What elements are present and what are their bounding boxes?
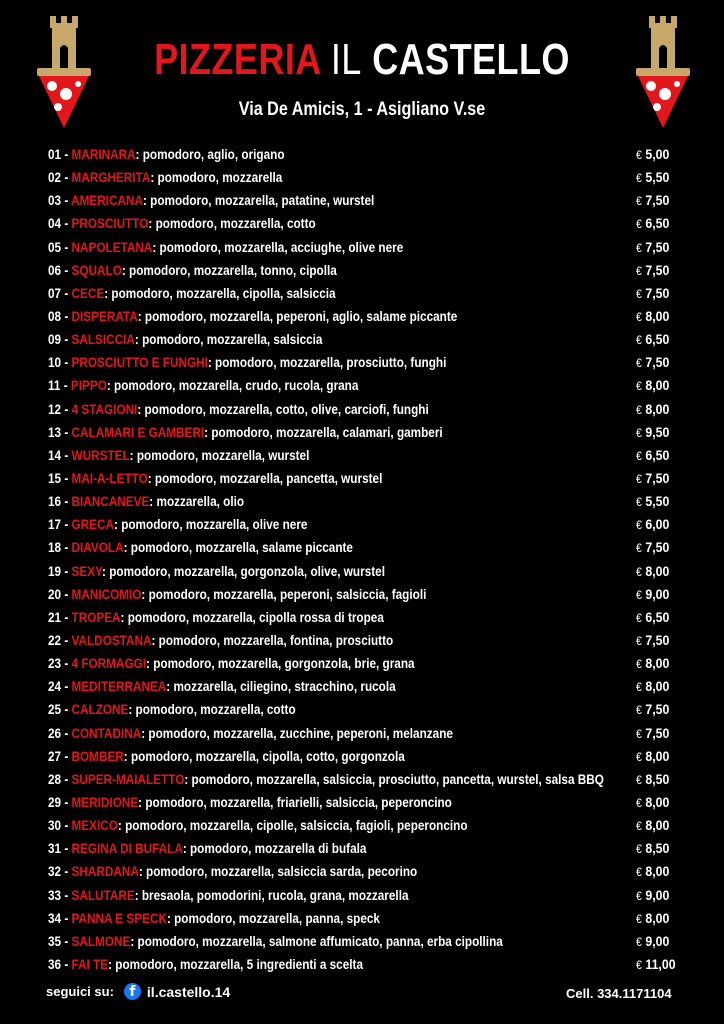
menu-item <box>48 513 688 536</box>
currency-symbol: € <box>636 448 642 463</box>
menu-item-ingredients: : pomodoro, mozzarella, cipolla, cotto, gorgonzola <box>123 747 405 764</box>
menu-item-price-value: 9,00 <box>645 932 670 949</box>
currency-symbol: € <box>636 795 642 810</box>
menu-item-price <box>636 305 669 329</box>
menu-item-price-value: 11,00 <box>645 955 676 972</box>
menu-item <box>48 421 688 444</box>
menu-item-name: 4 FORMAGGI <box>71 655 147 672</box>
menu-item-ingredients: : pomodoro, aglio, origano <box>135 146 285 162</box>
menu-item <box>48 930 688 953</box>
menu-item-price-value: 5,00 <box>645 146 670 162</box>
menu-item-number: 17 - <box>48 516 72 533</box>
menu-item-price <box>636 768 669 792</box>
menu-item-price <box>636 490 669 514</box>
menu-item-ingredients: : pomodoro, mozzarella, acciughe, olive nere <box>152 238 404 255</box>
menu-item-number: 25 - <box>48 701 72 718</box>
menu-item-name: REGINA DI BUFALA <box>71 840 183 857</box>
menu-item-ingredients: : pomodoro, mozzarella, cotto <box>148 215 316 232</box>
menu-item-price <box>636 259 669 283</box>
menu-item-price <box>636 698 669 722</box>
title-castello: CASTELLO <box>372 35 570 84</box>
menu-item-name: CECE <box>71 284 105 301</box>
address: Via De Amicis, 1 - Asigliano V.se <box>238 99 486 120</box>
menu-item-price <box>636 860 669 884</box>
menu-item-number: 03 - <box>48 192 72 209</box>
menu-item-description <box>48 444 309 467</box>
menu-item-number: 18 - <box>48 539 72 556</box>
menu-item-number: 31 - <box>48 840 72 857</box>
menu-item-price-value: 5,50 <box>645 169 670 186</box>
menu-item-ingredients: : pomodoro, mozzarella, salsiccia sarda, pecorino <box>138 863 418 880</box>
currency-symbol: € <box>636 495 642 510</box>
menu-item-price <box>636 421 669 445</box>
currency-symbol: € <box>636 309 642 324</box>
menu-item-price <box>636 907 669 931</box>
menu-item-ingredients: : bresaola, pomodorini, rucola, grana, mozzarella <box>134 886 409 903</box>
follow-label: seguici su: <box>46 984 114 999</box>
menu-item <box>48 560 688 583</box>
menu-item-price <box>636 398 669 422</box>
menu-item <box>48 328 688 351</box>
menu-item <box>48 953 688 976</box>
menu-item-name: CONTADINA <box>71 724 142 741</box>
currency-symbol: € <box>636 148 642 162</box>
menu-item-price-value: 8,00 <box>645 817 670 834</box>
currency-symbol: € <box>636 865 642 880</box>
menu-item-number: 09 - <box>48 331 72 348</box>
menu-item-price <box>636 837 669 861</box>
menu-item-price-value: 7,50 <box>645 284 670 301</box>
menu-item-price <box>636 583 669 607</box>
currency-symbol: € <box>636 772 642 787</box>
menu-item-price-value: 7,50 <box>645 192 670 209</box>
currency-symbol: € <box>636 471 642 486</box>
menu-item-number: 01 - <box>48 146 72 162</box>
menu-item-ingredients: : pomodoro, mozzarella, salsiccia <box>134 331 323 348</box>
menu-item-price-value: 8,50 <box>645 840 670 857</box>
currency-symbol: € <box>636 263 642 278</box>
menu-item-name: PROSCIUTTO <box>71 215 149 232</box>
menu-item-price <box>636 745 669 769</box>
menu-item-price-value: 9,00 <box>645 585 670 602</box>
menu-item-name: MAI-A-LETTO <box>71 469 148 486</box>
menu-item <box>48 837 688 860</box>
menu-item-price <box>636 166 669 190</box>
currency-symbol: € <box>636 888 642 903</box>
currency-symbol: € <box>636 819 642 834</box>
menu-item-description <box>48 722 453 745</box>
currency-symbol: € <box>636 749 642 764</box>
menu-item-price-value: 6,50 <box>645 608 670 625</box>
menu-item-description <box>48 930 503 953</box>
menu-item <box>48 629 688 652</box>
menu-item-price-value: 7,50 <box>645 261 670 278</box>
menu-item-name: DIAVOLA <box>71 539 124 556</box>
menu-item-description <box>48 814 468 837</box>
menu-item-name: SALSICCIA <box>71 331 135 348</box>
menu-item-name: MEDITERRANEA <box>71 678 167 695</box>
menu-item-number: 24 - <box>48 678 72 695</box>
menu-item-name: WURSTEL <box>71 446 130 463</box>
menu-item-number: 14 - <box>48 446 72 463</box>
menu-item-ingredients: : pomodoro, mozzarella, panna, speck <box>166 909 380 926</box>
menu-item-ingredients: : pomodoro, mozzarella, gorgonzola, brie, grana <box>146 655 415 672</box>
menu-item-number: 34 - <box>48 909 72 926</box>
menu-item-ingredients: : pomodoro, mozzarella, patatine, wurstel <box>142 192 375 209</box>
menu-item-description <box>48 953 363 976</box>
menu-item <box>48 745 688 768</box>
menu-item <box>48 698 688 721</box>
menu-item-ingredients: : pomodoro, mozzarella, zucchine, peperoni, melanzane <box>141 724 453 741</box>
menu-item-price <box>636 189 669 213</box>
menu-item <box>48 536 688 559</box>
currency-symbol: € <box>636 379 642 394</box>
currency-symbol: € <box>636 703 642 718</box>
menu-item-ingredients: : pomodoro, mozzarella, wurstel <box>129 446 310 463</box>
page-title <box>65 34 659 86</box>
facebook-icon[interactable]: f <box>124 983 141 1000</box>
menu-item-name: AMERICANA <box>71 192 143 209</box>
menu-item <box>48 791 688 814</box>
menu-item-name: MANICOMIO <box>71 585 142 602</box>
menu-item <box>48 722 688 745</box>
menu-item-price <box>636 236 669 260</box>
menu-item-name: CALZONE <box>71 701 129 718</box>
menu-item-price-value: 8,00 <box>645 909 670 926</box>
currency-symbol: € <box>636 657 642 672</box>
menu-item <box>48 490 688 513</box>
menu-item-ingredients: : pomodoro, mozzarella, cipolla, salsiccia <box>104 284 336 301</box>
menu-item <box>48 282 688 305</box>
menu-item-price <box>636 814 669 838</box>
currency-symbol: € <box>636 911 642 926</box>
menu-item-name: BIANCANEVE <box>71 493 150 510</box>
menu-item-number: 12 - <box>48 400 72 417</box>
menu-item-description <box>48 259 337 282</box>
menu-item-ingredients: : pomodoro, mozzarella, peperoni, salsiccia, fagioli <box>141 585 427 602</box>
menu-item-number: 11 - <box>48 377 71 394</box>
menu-item-ingredients: : pomodoro, mozzarella, salame piccante <box>123 539 353 556</box>
menu-item <box>48 768 688 791</box>
menu-item-description <box>48 629 393 652</box>
menu-item-description <box>48 467 382 490</box>
menu-item <box>48 467 688 490</box>
menu-item <box>48 166 688 189</box>
menu-item <box>48 143 688 166</box>
menu-item <box>48 259 688 282</box>
menu-item <box>48 351 688 374</box>
menu-item-price-value: 7,50 <box>645 354 670 371</box>
menu-item-ingredients: : pomodoro, mozzarella, pancetta, wurstel <box>147 469 383 486</box>
menu-item-name: SALUTARE <box>71 886 135 903</box>
menu-item-description <box>48 698 296 721</box>
currency-symbol: € <box>636 240 642 255</box>
menu-item-name: 4 STAGIONI <box>71 400 138 417</box>
menu-item-description <box>48 791 452 814</box>
menu-item-ingredients: : pomodoro, mozzarella, peperoni, aglio, salame piccante <box>137 307 458 324</box>
currency-symbol: € <box>636 842 642 857</box>
menu-item-name: GRECA <box>71 516 115 533</box>
menu-item-price-value: 9,00 <box>645 886 670 903</box>
menu-item-number: 08 - <box>48 307 72 324</box>
menu-item-name: VALDOSTANA <box>71 631 152 648</box>
menu-item-description <box>48 236 403 259</box>
menu-item-description <box>48 282 336 305</box>
menu-item <box>48 398 688 421</box>
menu-item-price-value: 7,50 <box>645 724 670 741</box>
menu-item-price-value: 8,50 <box>645 770 670 787</box>
menu-item-ingredients: : pomodoro, mozzarella, cipolla rossa di tropea <box>120 608 384 625</box>
menu-item-name: PIPPO <box>70 377 107 394</box>
currency-symbol: € <box>636 564 642 579</box>
menu-item-price-value: 7,50 <box>645 631 670 648</box>
menu-item-description <box>48 305 457 328</box>
currency-symbol: € <box>636 934 642 949</box>
menu-item-name: CALAMARI E GAMBERI <box>71 423 205 440</box>
menu-item-price <box>636 143 669 167</box>
menu-item <box>48 814 688 837</box>
currency-symbol: € <box>636 957 642 972</box>
menu-item-number: 36 - <box>48 955 72 972</box>
title-pizzeria: PIZZERIA <box>154 35 321 84</box>
menu-item-ingredients: : pomodoro, mozzarella, tonno, cipolla <box>121 261 337 278</box>
menu-item-description <box>48 837 366 860</box>
menu-item-name: PANNA E SPECK <box>71 909 167 926</box>
menu-item-price <box>636 722 669 746</box>
menu-item-price <box>636 467 669 491</box>
menu-item <box>48 374 688 397</box>
menu-item-description <box>48 513 307 536</box>
menu-item-price-value: 8,00 <box>645 747 670 764</box>
menu-item-description <box>48 606 384 629</box>
menu-item-price-value: 5,50 <box>645 493 670 510</box>
currency-symbol: € <box>636 518 642 533</box>
menu-item-description <box>48 490 244 513</box>
menu-item-price <box>636 930 669 954</box>
currency-symbol: € <box>636 333 642 348</box>
menu-item-name: MARGHERITA <box>71 169 151 186</box>
menu-item-ingredients: : pomodoro, mozzarella, olive nere <box>114 516 308 533</box>
menu-item-number: 29 - <box>48 793 72 810</box>
menu-item-number: 05 - <box>48 238 72 255</box>
currency-symbol: € <box>636 610 642 625</box>
menu-item-name: SHARDANA <box>71 863 139 880</box>
menu-item-price-value: 8,00 <box>645 400 670 417</box>
menu-item-description <box>48 560 385 583</box>
menu-item-name: SEXY <box>71 562 103 579</box>
menu-item-price <box>636 444 669 468</box>
menu-item-description <box>48 166 282 189</box>
menu-item-price-value: 8,00 <box>645 678 670 695</box>
menu-item-price-value: 8,00 <box>645 863 670 880</box>
menu-item-name: DISPERATA <box>71 307 138 324</box>
menu-item-description <box>48 884 409 907</box>
menu-item-number: 04 - <box>48 215 72 232</box>
menu-item-name: FAI TE <box>71 955 109 972</box>
menu-item-number: 07 - <box>48 284 72 301</box>
menu-item-price <box>636 652 669 676</box>
menu-item-price <box>636 560 669 584</box>
menu-item-description <box>48 583 426 606</box>
menu-item-number: 21 - <box>48 608 72 625</box>
menu-item-name: SQUALO <box>71 261 122 278</box>
menu-item-number: 33 - <box>48 886 72 903</box>
menu-item-ingredients: : pomodoro, mozzarella, salmone affumicato, panna, erba cipollina <box>130 932 503 949</box>
menu-item <box>48 884 688 907</box>
currency-symbol: € <box>636 425 642 440</box>
menu-item-number: 22 - <box>48 631 72 648</box>
menu-item <box>48 444 688 467</box>
menu-item <box>48 305 688 328</box>
menu-item-ingredients: : pomodoro, mozzarella di bufala <box>182 840 367 857</box>
menu-item-ingredients: : pomodoro, mozzarella, fontina, prosciutto <box>151 631 394 648</box>
currency-symbol: € <box>636 171 642 186</box>
menu-item-price-value: 8,00 <box>645 377 670 394</box>
menu-item-price <box>636 953 676 977</box>
menu-item <box>48 675 688 698</box>
menu-item-ingredients: : pomodoro, mozzarella, crudo, rucola, grana <box>106 377 359 394</box>
menu-item-ingredients: : pomodoro, mozzarella, salsiccia, prosciutto, pancetta, wurstel, salsa BBQ <box>184 770 604 787</box>
menu-item-number: 02 - <box>48 169 72 186</box>
currency-symbol: € <box>636 587 642 602</box>
currency-symbol: € <box>636 680 642 695</box>
menu-item-price <box>636 328 669 352</box>
menu-item-name: TROPEA <box>71 608 121 625</box>
currency-symbol: € <box>636 356 642 371</box>
menu-item-name: SALMONE <box>71 932 131 949</box>
menu-item-name: MERIDIONE <box>71 793 139 810</box>
currency-symbol: € <box>636 726 642 741</box>
menu-item-number: 06 - <box>48 261 72 278</box>
menu-item-number: 16 - <box>48 493 72 510</box>
menu-item-description <box>48 374 358 397</box>
menu-item-name: NAPOLETANA <box>71 238 153 255</box>
menu-item-ingredients: : pomodoro, mozzarella, friarielli, salsiccia, peperoncino <box>138 793 452 810</box>
menu-item-description <box>48 398 429 421</box>
menu-item <box>48 907 688 930</box>
menu-item-number: 32 - <box>48 863 72 880</box>
menu-item-price-value: 7,50 <box>645 238 670 255</box>
menu-item-name: MEXICO <box>71 817 118 834</box>
menu-item-name: MARINARA <box>71 146 136 162</box>
menu-item-description <box>48 768 604 791</box>
menu-item-description <box>48 189 374 212</box>
currency-symbol: € <box>636 194 642 209</box>
social-footer <box>46 983 230 1000</box>
menu-item-ingredients: : mozzarella, olio <box>149 493 245 510</box>
menu-item-number: 23 - <box>48 655 72 672</box>
menu-item-price-value: 7,50 <box>645 469 670 486</box>
menu-item-price-value: 8,00 <box>645 793 670 810</box>
menu-item-price-value: 8,00 <box>645 655 670 672</box>
menu-item-name: PROSCIUTTO E FUNGHI <box>71 354 208 371</box>
menu-item-description <box>48 652 415 675</box>
menu-item-description <box>48 536 353 559</box>
menu-item-ingredients: : mozzarella, ciliegino, stracchino, rucola <box>166 678 396 695</box>
menu-item-number: 27 - <box>48 747 72 764</box>
menu-item-number: 26 - <box>48 724 72 741</box>
menu-item <box>48 236 688 259</box>
menu-item-ingredients: : pomodoro, mozzarella, cotto <box>128 701 296 718</box>
menu-item-price <box>636 282 669 306</box>
menu-item-price-value: 7,50 <box>645 539 670 556</box>
facebook-handle[interactable]: il.castello.14 <box>146 983 231 1000</box>
menu-item-price <box>636 513 669 537</box>
menu-item-price <box>636 351 669 375</box>
menu-item-description <box>48 143 285 166</box>
menu-item-number: 35 - <box>48 932 72 949</box>
menu-item <box>48 606 688 629</box>
title-il: IL <box>330 35 362 84</box>
menu-item <box>48 652 688 675</box>
phone-number: Cell. 334.1171104 <box>566 986 672 1001</box>
menu-item-price <box>636 212 669 236</box>
menu-item-price <box>636 791 669 815</box>
menu-item-number: 19 - <box>48 562 72 579</box>
menu-item-description <box>48 907 380 930</box>
menu-item-description <box>48 675 396 698</box>
menu-item-description <box>48 421 443 444</box>
menu-item-ingredients: : pomodoro, mozzarella, 5 ingredienti a scelta <box>108 955 363 972</box>
menu-item-ingredients: : pomodoro, mozzarella, cipolle, salsiccia, fagioli, peperoncino <box>117 817 468 834</box>
menu-item <box>48 189 688 212</box>
menu-item-ingredients: : pomodoro, mozzarella, gorgonzola, olive, wurstel <box>102 562 385 579</box>
menu-item-price-value: 6,50 <box>645 331 670 348</box>
menu-item-price <box>636 675 669 699</box>
menu-item-number: 30 - <box>48 817 72 834</box>
currency-symbol: € <box>636 633 642 648</box>
menu-item-number: 20 - <box>48 585 72 602</box>
menu-item <box>48 583 688 606</box>
menu-item <box>48 212 688 235</box>
menu-item-price-value: 7,50 <box>645 701 670 718</box>
menu-item-ingredients: : pomodoro, mozzarella, calamari, gamberi <box>204 423 443 440</box>
menu-item-description <box>48 860 417 883</box>
menu-item-price <box>636 536 669 560</box>
menu-item-description <box>48 745 405 768</box>
menu-item-ingredients: : pomodoro, mozzarella <box>150 169 283 186</box>
menu-item-ingredients: : pomodoro, mozzarella, prosciutto, funghi <box>207 354 447 371</box>
menu-item-description <box>48 351 446 374</box>
menu-item-number: 28 - <box>48 770 72 787</box>
menu-list <box>48 143 688 976</box>
menu-item-name: SUPER-MAIALETTO <box>71 770 185 787</box>
menu-item-price-value: 6,50 <box>645 446 670 463</box>
menu-item-description <box>48 212 316 235</box>
menu-item-ingredients: : pomodoro, mozzarella, cotto, olive, carciofi, funghi <box>137 400 429 417</box>
menu-item-price <box>636 606 669 630</box>
currency-symbol: € <box>636 217 642 232</box>
menu-item-price <box>636 629 669 653</box>
menu-item-number: 10 - <box>48 354 72 371</box>
menu-item-price-value: 8,00 <box>645 307 670 324</box>
menu-item-name: BOMBER <box>71 747 124 764</box>
menu-item-number: 13 - <box>48 423 72 440</box>
menu-item-description <box>48 328 322 351</box>
menu-item <box>48 860 688 883</box>
currency-symbol: € <box>636 541 642 556</box>
currency-symbol: € <box>636 402 642 417</box>
menu-item-price-value: 8,00 <box>645 562 670 579</box>
menu-item-price-value: 9,50 <box>645 423 670 440</box>
currency-symbol: € <box>636 286 642 301</box>
menu-item-price <box>636 884 669 908</box>
menu-item-number: 15 - <box>48 469 72 486</box>
menu-item-price <box>636 374 669 398</box>
menu-item-price-value: 6,50 <box>645 215 670 232</box>
menu-item-price-value: 6,00 <box>645 516 670 533</box>
